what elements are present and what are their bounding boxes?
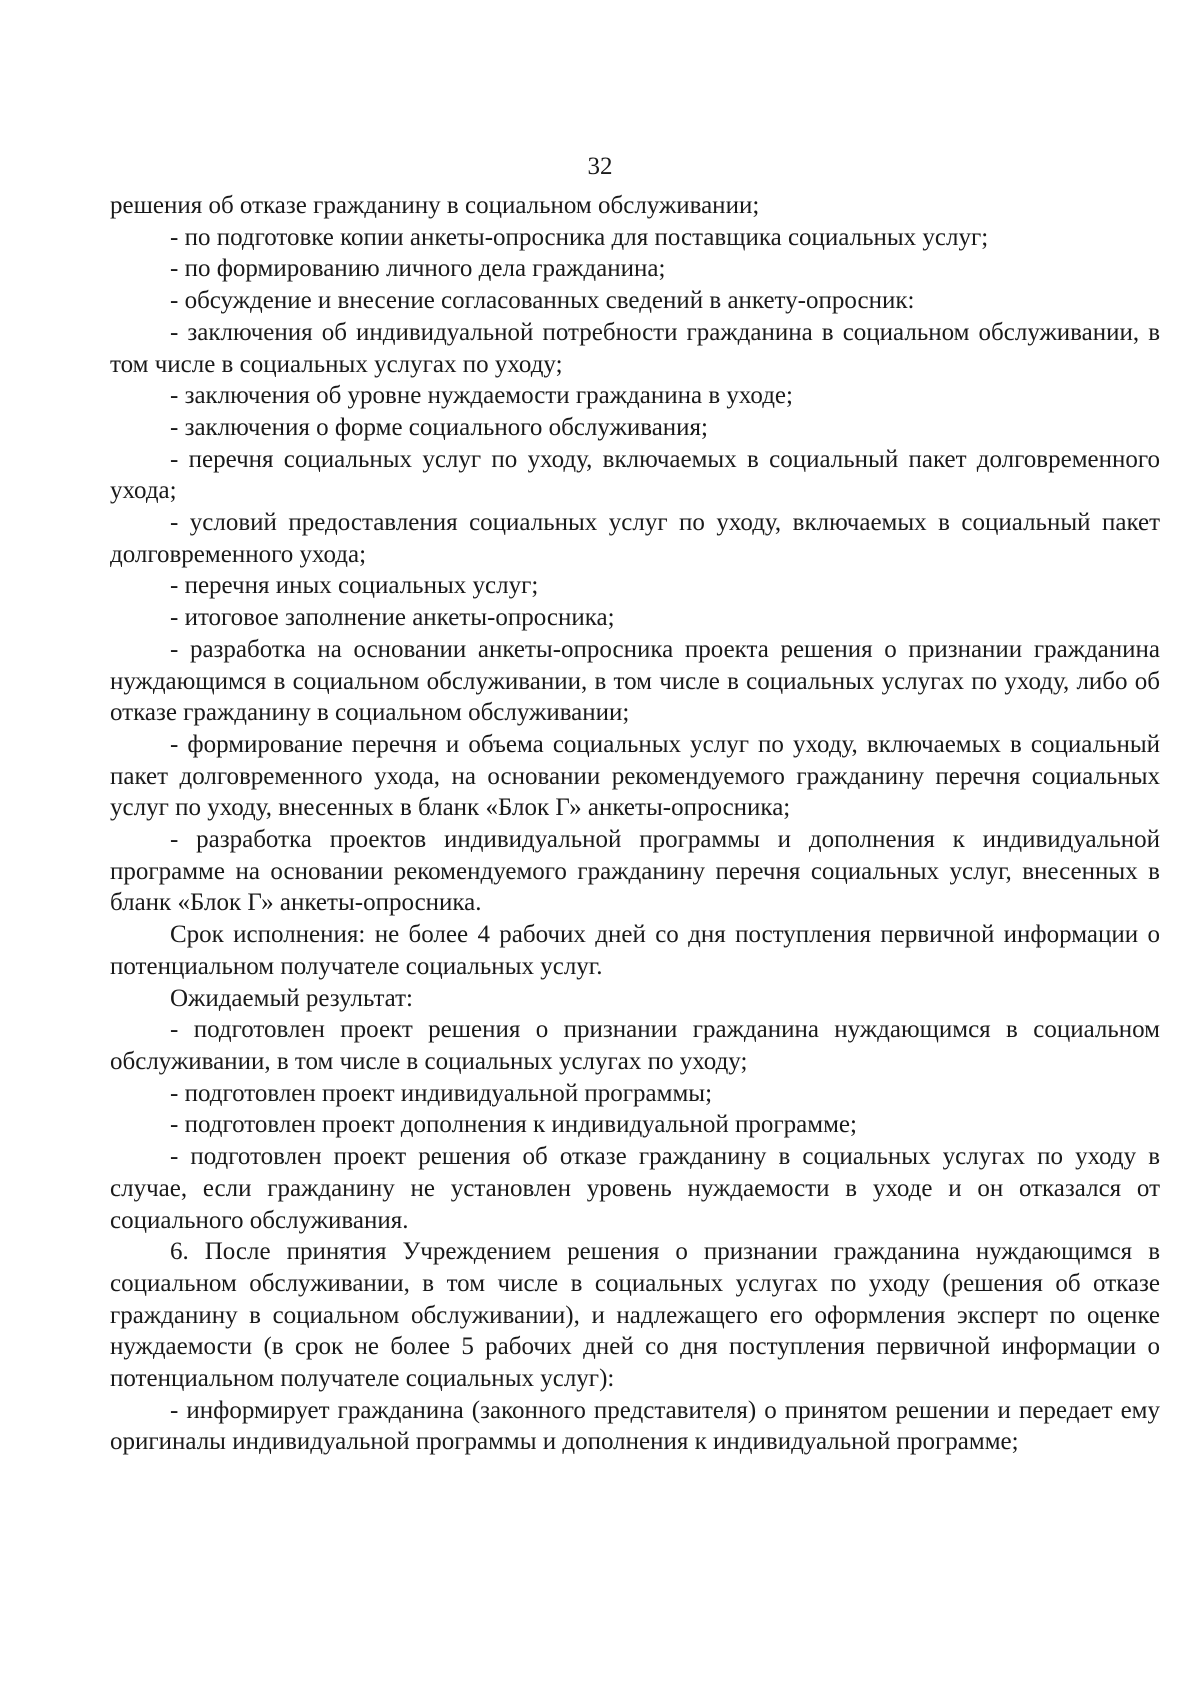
paragraph: Срок исполнения: не более 4 рабочих дней со дня поступления первичной информации о потенциальном получателе социальных услуг. — [110, 921, 1160, 980]
paragraph: - заключения об уровне нуждаемости гражданина в уходе; — [170, 382, 793, 410]
paragraph: - обсуждение и внесение согласованных сведений в анкету-опросник: — [170, 287, 915, 315]
page-number: 32 — [587, 153, 613, 180]
paragraph: - перечня социальных услуг по уходу, включаемых в социальный пакет долговременного ухода; — [110, 445, 1160, 505]
paragraph: 6. После принятия Учреждением решения о признании гражданина нуждающимся в социальном обслуживании, в том числе в социальных услугах по уходу (решения об отказе гражданину в социальном обслуживании), и надлежащего его оформления эксперт по оценке нуждаемости (в срок не более 5 рабочих дней со дня поступления первичной информации о потенциальном получателе социальных услуг): — [110, 1238, 1160, 1393]
document-body — [110, 190, 1160, 1458]
paragraph: - разработка проектов индивидуальной программы и дополнения к индивидуальной программе на основании рекомендуемого гражданину перечня социальных услуг, внесенных в бланк «Блок Г» анкеты-опросника. — [110, 826, 1160, 917]
paragraph: - перечня иных социальных услуг; — [170, 572, 539, 600]
paragraph: - информирует гражданина (законного представителя) о принятом решении и передает ему оригиналы индивидуальной программы и дополнения к индивидуальной программе; — [110, 1396, 1160, 1456]
paragraph: - заключения о форме социального обслуживания; — [170, 413, 709, 441]
paragraph: Ожидаемый результат: — [170, 984, 413, 1012]
paragraph: - разработка на основании анкеты-опросника проекта решения о признании гражданина нуждающимся в социальном обслуживании, в том числе в социальных услугах по уходу, либо об отказе гражданину в социальном обслуживании; — [110, 635, 1160, 727]
paragraph: - формирование перечня и объема социальных услуг по уходу, включаемых в социальный пакет долговременного ухода, на основании рекомендуемого гражданину перечня социальных услуг по уходу, внесенных в бланк «Блок Г» анкеты-опросника; — [110, 730, 1160, 822]
paragraph: - подготовлен проект решения об отказе гражданину в социальных услугах по уходу в случае, если гражданину не установлен уровень нуждаемости в уходе и он отказался от социального обслуживания. — [110, 1143, 1160, 1234]
paragraph: - итоговое заполнение анкеты-опросника; — [170, 604, 615, 632]
paragraph: - заключения об индивидуальной потребности гражданина в социальном обслуживании, в том числе в социальных услугах по уходу; — [110, 318, 1160, 378]
paragraph: - по формированию личного дела гражданина; — [170, 255, 666, 283]
paragraph: - подготовлен проект дополнения к индивидуальной программе; — [170, 1111, 857, 1139]
paragraph: - по подготовке копии анкеты-опросника для поставщика социальных услуг; — [170, 223, 989, 251]
paragraph: - подготовлен проект индивидуальной программы; — [170, 1079, 713, 1107]
paragraph: решения об отказе гражданину в социальном обслуживании; — [110, 192, 760, 219]
paragraph: - подготовлен проект решения о признании гражданина нуждающимся в социальном обслуживании, в том числе в социальных услугах по уходу; — [110, 1016, 1160, 1075]
paragraph: - условий предоставления социальных услуг по уходу, включаемых в социальный пакет долговременного ухода; — [110, 509, 1160, 568]
